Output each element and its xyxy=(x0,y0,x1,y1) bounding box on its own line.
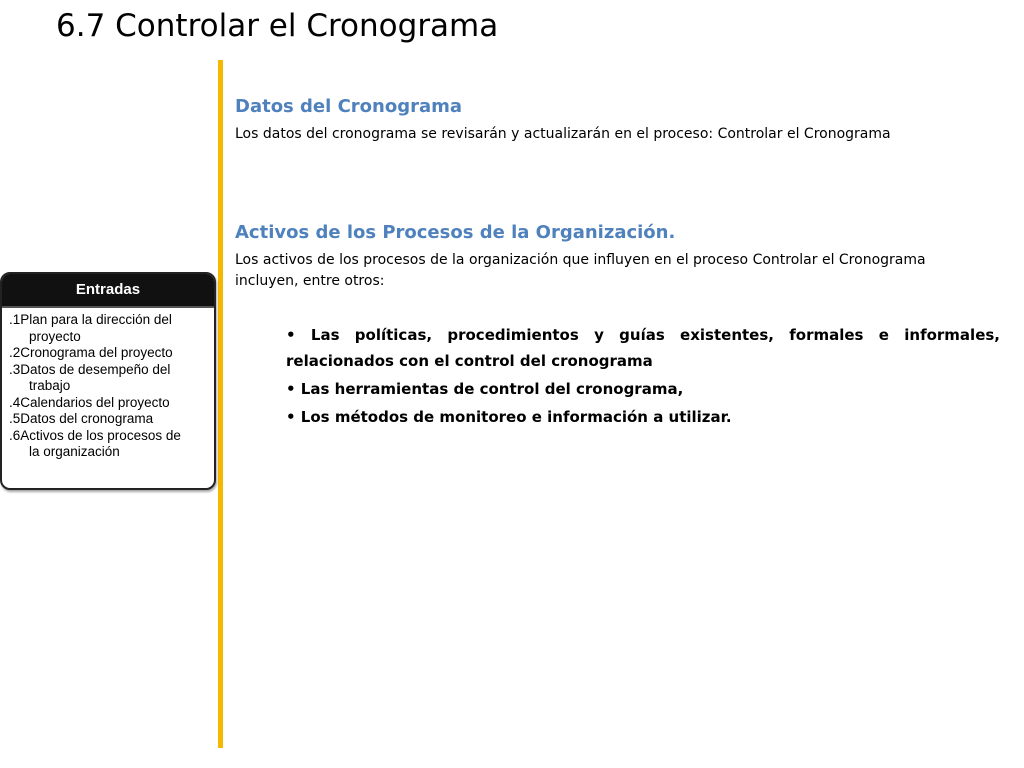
inputs-box xyxy=(0,272,216,490)
input-item-continuation: trabajo xyxy=(29,378,71,393)
input-item xyxy=(9,395,208,412)
input-item-number: .4 xyxy=(9,394,21,410)
input-item-text: Datos de desempeño del xyxy=(20,361,171,377)
input-item-text: Plan para la dirección del xyxy=(20,312,172,327)
bullet-list xyxy=(286,322,1000,432)
input-item-text: Datos del cronograma xyxy=(20,411,154,426)
input-item-continuation: proyecto xyxy=(29,328,81,344)
input-item xyxy=(9,428,208,461)
input-item-text: Calendarios del proyecto xyxy=(20,394,170,410)
bullet-item: • Las políticas, procedimientos y guías existentes, formales e informales, relacionados con el control del cronograma xyxy=(286,326,1000,370)
input-item xyxy=(9,362,208,395)
input-item-number: .1 xyxy=(9,312,21,327)
section-heading-activos: Activos de los Procesos de la Organización. xyxy=(235,222,676,243)
bullet-item: • Las herramientas de control del cronograma, xyxy=(286,380,684,398)
inputs-header: Entradas xyxy=(2,274,214,308)
section-heading-datos-cronograma: Datos del Cronograma xyxy=(235,96,463,117)
input-item-number: .3 xyxy=(9,361,21,377)
section-text-datos-cronograma: Los datos del cronograma se revisarán y actualizarán en el proceso: Controlar el Cronograma xyxy=(235,126,891,142)
inputs-list xyxy=(2,308,214,461)
input-item-number: .5 xyxy=(9,411,21,426)
bullet-item: • Los métodos de monitoreo e información a utilizar. xyxy=(286,408,732,426)
input-item-continuation: la organización xyxy=(29,444,120,459)
page-title: 6.7 Controlar el Cronograma xyxy=(56,8,499,44)
vertical-divider xyxy=(218,60,223,748)
input-item xyxy=(9,411,208,428)
input-item-number: .2 xyxy=(9,345,21,360)
input-item xyxy=(9,345,208,362)
input-item-number: .6 xyxy=(9,427,21,443)
input-item-text: Activos de los procesos de xyxy=(20,427,181,443)
section-text-activos: Los activos de los procesos de la organización que influyen en el proceso Controlar el Cronograma incluyen, entre otros: xyxy=(235,252,926,289)
input-item-text: Cronograma del proyecto xyxy=(20,345,173,360)
input-item xyxy=(9,312,208,345)
